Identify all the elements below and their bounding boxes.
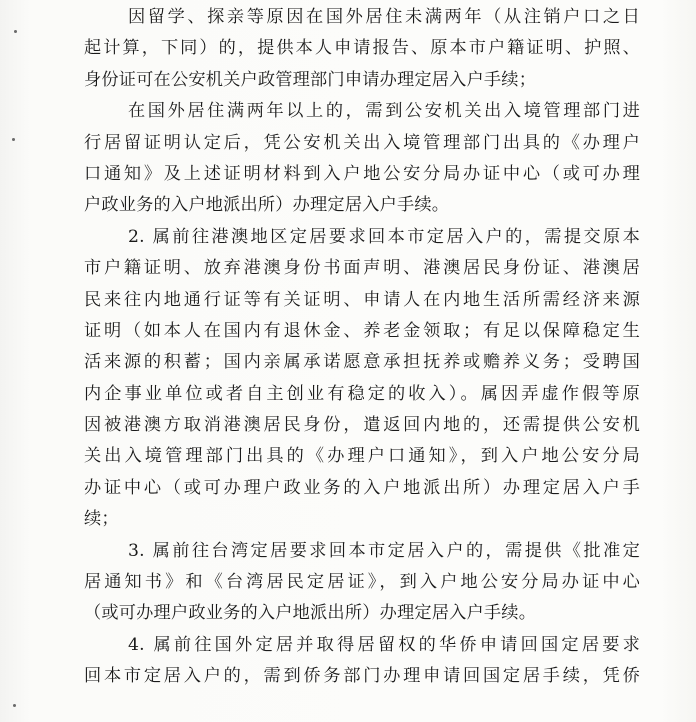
- text-line: 4. 属前往国外定居并取得居留权的华侨申请回国定居要求: [128, 634, 640, 655]
- scan-speck: [13, 704, 16, 707]
- text-line: 起计算，下同）的，提供本人申请报告、原本市户籍证明、护照、: [84, 38, 640, 59]
- text-line: 民来往内地通行证等有关证明、申请人在内地生活所需经济来源: [84, 289, 640, 310]
- text-line: 在国外居住满两年以上的，需到公安机关出入境管理部门进: [128, 101, 640, 122]
- text-line: 办证中心（或可办理户政业务的入户地派出所）办理定居入户手: [84, 477, 640, 498]
- text-line: 因留学、探亲等原因在国外居住未满两年（从注销户口之日: [128, 7, 640, 27]
- text-line: 证明（如本人在国内有退休金、养老金领取；有足以保障稳定生: [84, 320, 640, 341]
- scan-speck: [14, 30, 17, 33]
- text-line: 3. 属前往台湾定居要求回本市定居入户的，需提供《批准定: [128, 540, 640, 561]
- text-line: 续；: [84, 509, 119, 530]
- document-body: [84, 2, 640, 693]
- text-line: （或可办理户政业务的入户地派出所）办理定居入户手续。: [84, 603, 537, 624]
- text-line: 身份证可在公安机关户政管理部门申请办理定居入户手续；: [84, 69, 537, 90]
- text-line: 2. 属前往港澳地区定居要求回本市定居入户的，需提交原本: [128, 226, 640, 247]
- text-line: 回本市定居入户的，需到侨务部门办理申请回国定居手续，凭侨: [84, 666, 640, 687]
- text-line: 活来源的积蓄；国内亲属承诺愿意承担抚养或赡养义务；受聘国: [84, 352, 640, 373]
- scan-speck: [12, 138, 15, 141]
- text-line: 因被港澳方取消港澳居民身份，遣返回内地的，还需提供公安机: [84, 415, 640, 436]
- text-line: 行居留证明认定后，凭公安机关出入境管理部门出具的《办理户: [84, 132, 640, 153]
- text-line: 口通知》及上述证明材料到入户地公安分局办证中心（或可办理: [84, 163, 640, 184]
- text-line: 内企事业单位或者自主创业有稳定的收入）。属因弄虚作假等原: [84, 383, 640, 404]
- text-line: 市户籍证明、放弃港澳身份书面声明、港澳居民身份证、港澳居: [84, 258, 640, 279]
- text-line: 居通知书》和《台湾居民定居证》，到入户地公安分局办证中心: [84, 572, 640, 593]
- text-line: 户政业务的入户地派出所）办理定居入户手续。: [84, 195, 450, 216]
- text-line: 关出入境管理部门出具的《办理户口通知》，到入户地公安分局: [84, 446, 640, 467]
